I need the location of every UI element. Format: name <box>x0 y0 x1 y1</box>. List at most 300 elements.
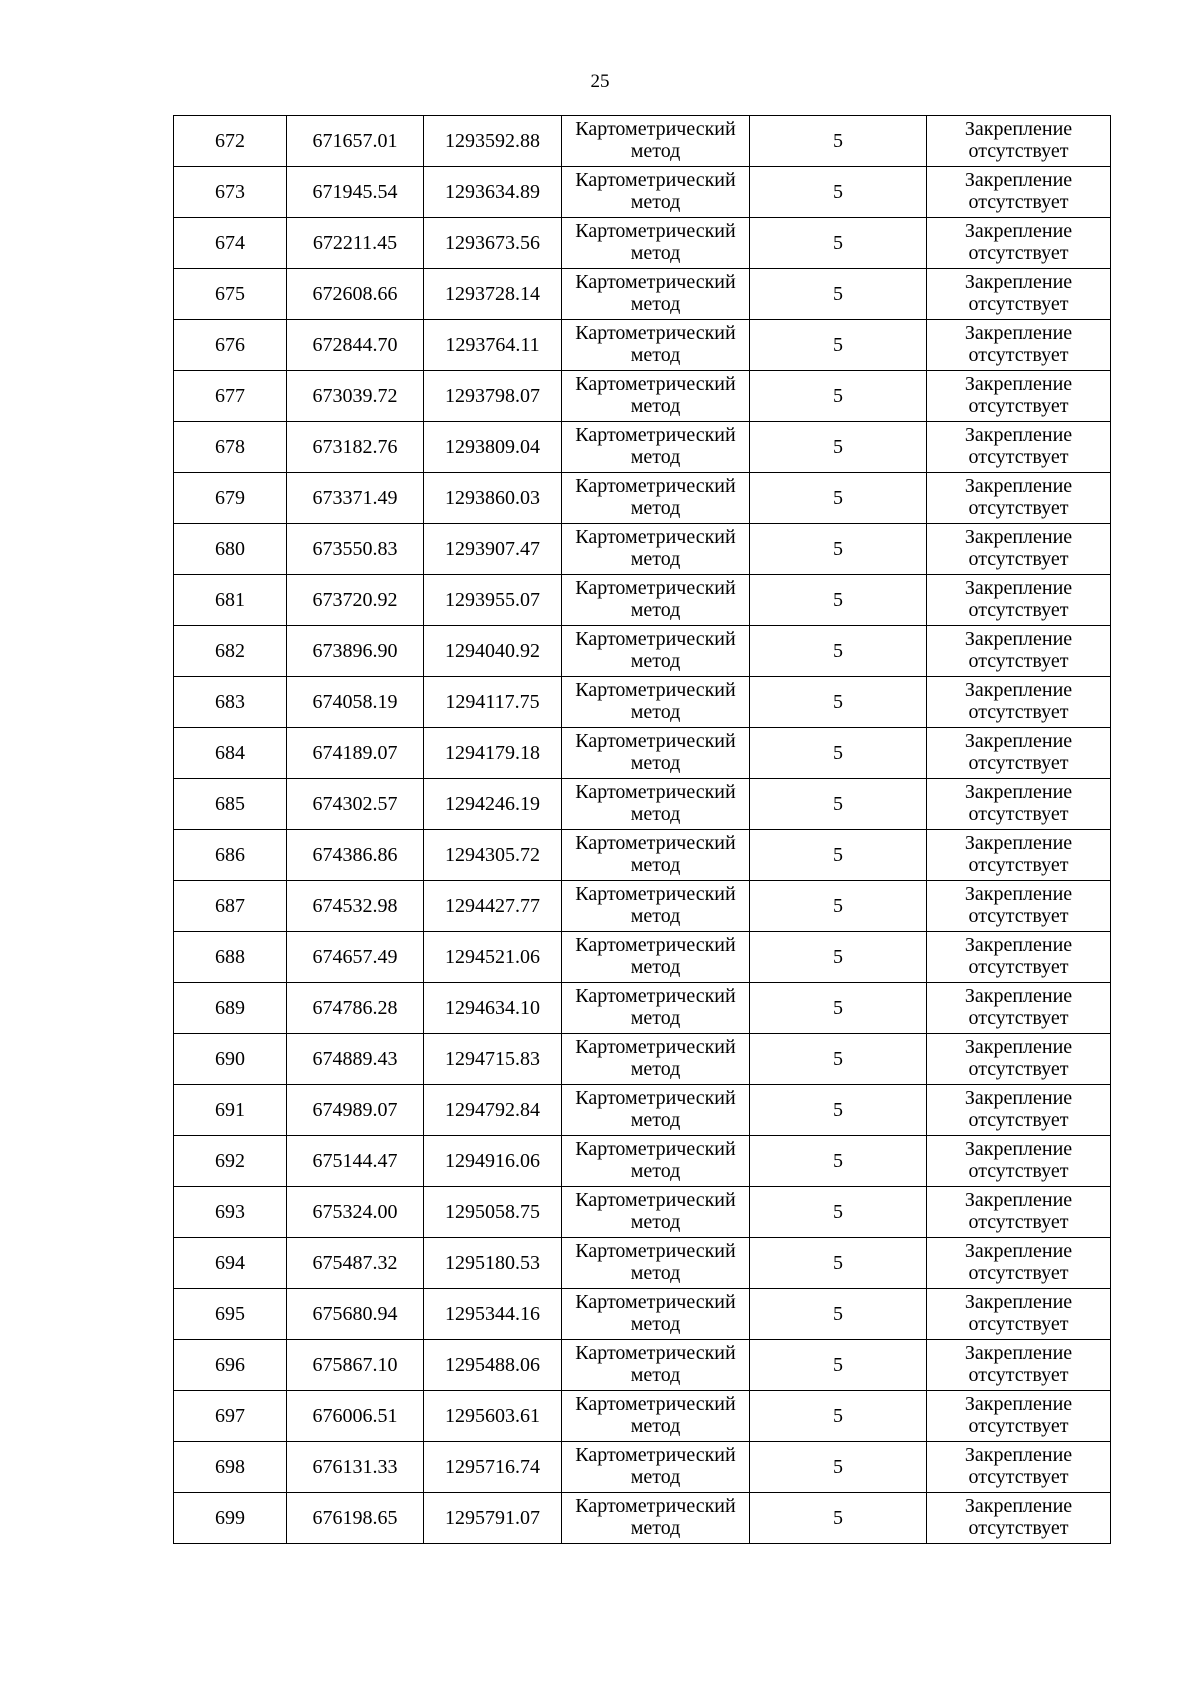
y-coordinate-cell: 1293798.07 <box>424 371 562 422</box>
fixing-line-2: отсутствует <box>968 701 1069 723</box>
y-coordinate-cell: 1294179.18 <box>424 728 562 779</box>
table-row <box>174 1493 1111 1544</box>
y-coordinate-cell: 1294521.06 <box>424 932 562 983</box>
accuracy-cell: 5 <box>750 1340 927 1391</box>
fixing-cell <box>927 1391 1111 1442</box>
accuracy-cell: 5 <box>750 473 927 524</box>
x-coordinate-cell: 671657.01 <box>287 116 424 167</box>
table-row <box>174 677 1111 728</box>
method-line-1: Картометрический <box>575 526 736 548</box>
method-cell <box>562 1034 750 1085</box>
x-coordinate-cell: 673371.49 <box>287 473 424 524</box>
fixing-cell <box>927 983 1111 1034</box>
x-coordinate-cell: 673182.76 <box>287 422 424 473</box>
y-coordinate-cell: 1293907.47 <box>424 524 562 575</box>
fixing-line-2: отсутствует <box>968 344 1069 366</box>
fixing-cell <box>927 830 1111 881</box>
table-row <box>174 116 1111 167</box>
method-line-1: Картометрический <box>575 271 736 293</box>
point-number-cell: 679 <box>174 473 287 524</box>
method-line-1: Картометрический <box>575 220 736 242</box>
method-line-2: метод <box>630 344 681 366</box>
fixing-line-2: отсутствует <box>968 1007 1069 1029</box>
method-line-2: метод <box>630 1160 681 1182</box>
point-number-cell: 698 <box>174 1442 287 1493</box>
method-line-2: метод <box>630 803 681 825</box>
table-row <box>174 422 1111 473</box>
method-cell <box>562 677 750 728</box>
x-coordinate-cell: 674786.28 <box>287 983 424 1034</box>
x-coordinate-cell: 676006.51 <box>287 1391 424 1442</box>
fixing-line-2: отсутствует <box>968 854 1069 876</box>
fixing-line-1: Закрепление <box>964 730 1073 752</box>
fixing-line-1: Закрепление <box>964 628 1073 650</box>
point-number-cell: 696 <box>174 1340 287 1391</box>
accuracy-cell: 5 <box>750 677 927 728</box>
x-coordinate-cell: 674532.98 <box>287 881 424 932</box>
method-line-1: Картометрический <box>575 730 736 752</box>
table-row <box>174 1136 1111 1187</box>
point-number-cell: 674 <box>174 218 287 269</box>
accuracy-cell: 5 <box>750 1493 927 1544</box>
y-coordinate-cell: 1295180.53 <box>424 1238 562 1289</box>
point-number-cell: 684 <box>174 728 287 779</box>
table-row <box>174 1442 1111 1493</box>
page-number: 25 <box>590 71 610 92</box>
method-cell <box>562 269 750 320</box>
y-coordinate-cell: 1295603.61 <box>424 1391 562 1442</box>
method-line-2: метод <box>630 701 681 723</box>
method-cell <box>562 116 750 167</box>
y-coordinate-cell: 1294305.72 <box>424 830 562 881</box>
method-line-2: метод <box>630 446 681 468</box>
method-line-1: Картометрический <box>575 628 736 650</box>
table-row <box>174 167 1111 218</box>
method-cell <box>562 524 750 575</box>
fixing-line-2: отсутствует <box>968 803 1069 825</box>
x-coordinate-cell: 673550.83 <box>287 524 424 575</box>
table-row <box>174 881 1111 932</box>
method-line-2: метод <box>630 1415 681 1437</box>
x-coordinate-cell: 675144.47 <box>287 1136 424 1187</box>
x-coordinate-cell: 673720.92 <box>287 575 424 626</box>
accuracy-cell: 5 <box>750 830 927 881</box>
fixing-line-1: Закрепление <box>964 1495 1073 1517</box>
fixing-cell <box>927 1442 1111 1493</box>
fixing-line-2: отсутствует <box>968 1517 1069 1539</box>
coordinates-table-body <box>174 116 1111 1544</box>
fixing-line-2: отсутствует <box>968 752 1069 774</box>
fixing-line-1: Закрепление <box>964 883 1073 905</box>
point-number-cell: 689 <box>174 983 287 1034</box>
accuracy-cell: 5 <box>750 320 927 371</box>
method-line-2: метод <box>630 905 681 927</box>
x-coordinate-cell: 675487.32 <box>287 1238 424 1289</box>
x-coordinate-cell: 674657.49 <box>287 932 424 983</box>
fixing-line-1: Закрепление <box>964 271 1073 293</box>
method-cell <box>562 983 750 1034</box>
table-row <box>174 575 1111 626</box>
method-cell <box>562 779 750 830</box>
accuracy-cell: 5 <box>750 218 927 269</box>
y-coordinate-cell: 1295791.07 <box>424 1493 562 1544</box>
fixing-line-2: отсутствует <box>968 1466 1069 1488</box>
method-line-1: Картометрический <box>575 169 736 191</box>
x-coordinate-cell: 671945.54 <box>287 167 424 218</box>
y-coordinate-cell: 1295344.16 <box>424 1289 562 1340</box>
x-coordinate-cell: 672608.66 <box>287 269 424 320</box>
method-line-2: метод <box>630 1517 681 1539</box>
fixing-cell <box>927 881 1111 932</box>
y-coordinate-cell: 1293634.89 <box>424 167 562 218</box>
point-number-cell: 691 <box>174 1085 287 1136</box>
table-row <box>174 1340 1111 1391</box>
accuracy-cell: 5 <box>750 1289 927 1340</box>
method-line-1: Картометрический <box>575 118 736 140</box>
accuracy-cell: 5 <box>750 575 927 626</box>
point-number-cell: 688 <box>174 932 287 983</box>
method-cell <box>562 932 750 983</box>
accuracy-cell: 5 <box>750 1391 927 1442</box>
fixing-line-2: отсутствует <box>968 446 1069 468</box>
fixing-line-2: отсутствует <box>968 650 1069 672</box>
table-row <box>174 983 1111 1034</box>
method-line-2: метод <box>630 1466 681 1488</box>
table-row <box>174 1238 1111 1289</box>
table-row <box>174 524 1111 575</box>
table-row <box>174 269 1111 320</box>
accuracy-cell: 5 <box>750 932 927 983</box>
table-row <box>174 218 1111 269</box>
fixing-cell <box>927 575 1111 626</box>
fixing-line-1: Закрепление <box>964 1240 1073 1262</box>
fixing-cell <box>927 218 1111 269</box>
y-coordinate-cell: 1294792.84 <box>424 1085 562 1136</box>
fixing-line-2: отсутствует <box>968 497 1069 519</box>
fixing-cell <box>927 1289 1111 1340</box>
point-number-cell: 697 <box>174 1391 287 1442</box>
accuracy-cell: 5 <box>750 728 927 779</box>
accuracy-cell: 5 <box>750 1238 927 1289</box>
method-line-2: метод <box>630 599 681 621</box>
x-coordinate-cell: 676131.33 <box>287 1442 424 1493</box>
x-coordinate-cell: 673896.90 <box>287 626 424 677</box>
accuracy-cell: 5 <box>750 779 927 830</box>
fixing-cell <box>927 1340 1111 1391</box>
method-line-2: метод <box>630 854 681 876</box>
fixing-line-1: Закрепление <box>964 1036 1073 1058</box>
method-cell <box>562 473 750 524</box>
y-coordinate-cell: 1294427.77 <box>424 881 562 932</box>
method-line-2: метод <box>630 242 681 264</box>
method-line-1: Картометрический <box>575 679 736 701</box>
point-number-cell: 673 <box>174 167 287 218</box>
method-line-2: метод <box>630 293 681 315</box>
accuracy-cell: 5 <box>750 626 927 677</box>
fixing-cell <box>927 932 1111 983</box>
x-coordinate-cell: 674058.19 <box>287 677 424 728</box>
method-cell <box>562 1493 750 1544</box>
y-coordinate-cell: 1294040.92 <box>424 626 562 677</box>
method-line-2: метод <box>630 395 681 417</box>
method-cell <box>562 626 750 677</box>
fixing-line-1: Закрепление <box>964 373 1073 395</box>
method-line-2: метод <box>630 140 681 162</box>
method-line-2: метод <box>630 650 681 672</box>
method-cell <box>562 1187 750 1238</box>
method-line-2: метод <box>630 497 681 519</box>
y-coordinate-cell: 1294634.10 <box>424 983 562 1034</box>
fixing-cell <box>927 524 1111 575</box>
x-coordinate-cell: 674386.86 <box>287 830 424 881</box>
point-number-cell: 675 <box>174 269 287 320</box>
fixing-cell <box>927 1034 1111 1085</box>
fixing-line-2: отсутствует <box>968 956 1069 978</box>
table-row <box>174 1187 1111 1238</box>
method-line-1: Картометрический <box>575 934 736 956</box>
fixing-line-2: отсутствует <box>968 1211 1069 1233</box>
accuracy-cell: 5 <box>750 269 927 320</box>
fixing-line-2: отсутствует <box>968 905 1069 927</box>
point-number-cell: 694 <box>174 1238 287 1289</box>
fixing-line-2: отсутствует <box>968 1415 1069 1437</box>
point-number-cell: 672 <box>174 116 287 167</box>
fixing-line-1: Закрепление <box>964 475 1073 497</box>
fixing-line-2: отсутствует <box>968 1058 1069 1080</box>
method-cell <box>562 1340 750 1391</box>
method-line-1: Картометрический <box>575 1138 736 1160</box>
point-number-cell: 695 <box>174 1289 287 1340</box>
fixing-line-2: отсутствует <box>968 293 1069 315</box>
point-number-cell: 686 <box>174 830 287 881</box>
fixing-cell <box>927 1136 1111 1187</box>
method-line-1: Картометрический <box>575 1189 736 1211</box>
y-coordinate-cell: 1295058.75 <box>424 1187 562 1238</box>
fixing-line-2: отсутствует <box>968 395 1069 417</box>
fixing-line-1: Закрепление <box>964 1444 1073 1466</box>
method-line-2: метод <box>630 548 681 570</box>
fixing-line-2: отсутствует <box>968 140 1069 162</box>
fixing-line-2: отсутствует <box>968 1160 1069 1182</box>
fixing-line-1: Закрепление <box>964 169 1073 191</box>
fixing-line-1: Закрепление <box>964 985 1073 1007</box>
fixing-line-2: отсутствует <box>968 1262 1069 1284</box>
fixing-line-1: Закрепление <box>964 322 1073 344</box>
method-line-1: Картометрический <box>575 424 736 446</box>
method-line-1: Картометрический <box>575 781 736 803</box>
coordinates-table <box>173 115 1111 1544</box>
point-number-cell: 682 <box>174 626 287 677</box>
method-line-1: Картометрический <box>575 322 736 344</box>
fixing-line-2: отсутствует <box>968 1109 1069 1131</box>
accuracy-cell: 5 <box>750 1187 927 1238</box>
method-line-2: метод <box>630 1364 681 1386</box>
method-cell <box>562 167 750 218</box>
point-number-cell: 693 <box>174 1187 287 1238</box>
method-cell <box>562 575 750 626</box>
method-line-1: Картометрический <box>575 832 736 854</box>
method-line-2: метод <box>630 752 681 774</box>
fixing-cell <box>927 320 1111 371</box>
accuracy-cell: 5 <box>750 1442 927 1493</box>
x-coordinate-cell: 675680.94 <box>287 1289 424 1340</box>
method-line-1: Картометрический <box>575 577 736 599</box>
fixing-cell <box>927 779 1111 830</box>
x-coordinate-cell: 673039.72 <box>287 371 424 422</box>
fixing-line-1: Закрепление <box>964 424 1073 446</box>
fixing-line-1: Закрепление <box>964 118 1073 140</box>
fixing-line-1: Закрепление <box>964 1291 1073 1313</box>
fixing-cell <box>927 1085 1111 1136</box>
method-cell <box>562 1442 750 1493</box>
fixing-cell <box>927 167 1111 218</box>
point-number-cell: 683 <box>174 677 287 728</box>
method-line-2: метод <box>630 1058 681 1080</box>
table-row <box>174 1034 1111 1085</box>
table-row <box>174 830 1111 881</box>
x-coordinate-cell: 675324.00 <box>287 1187 424 1238</box>
accuracy-cell: 5 <box>750 983 927 1034</box>
table-row <box>174 371 1111 422</box>
fixing-cell <box>927 422 1111 473</box>
method-line-1: Картометрический <box>575 475 736 497</box>
method-cell <box>562 728 750 779</box>
method-cell <box>562 422 750 473</box>
fixing-line-2: отсутствует <box>968 599 1069 621</box>
x-coordinate-cell: 674989.07 <box>287 1085 424 1136</box>
fixing-line-2: отсутствует <box>968 1313 1069 1335</box>
x-coordinate-cell: 675867.10 <box>287 1340 424 1391</box>
fixing-line-1: Закрепление <box>964 577 1073 599</box>
y-coordinate-cell: 1293809.04 <box>424 422 562 473</box>
table-row <box>174 626 1111 677</box>
fixing-cell <box>927 1238 1111 1289</box>
fixing-line-1: Закрепление <box>964 526 1073 548</box>
method-line-1: Картометрический <box>575 1036 736 1058</box>
fixing-cell <box>927 677 1111 728</box>
method-cell <box>562 881 750 932</box>
method-cell <box>562 1391 750 1442</box>
table-row <box>174 320 1111 371</box>
method-line-2: метод <box>630 1262 681 1284</box>
method-line-1: Картометрический <box>575 883 736 905</box>
fixing-line-1: Закрепление <box>964 781 1073 803</box>
fixing-line-1: Закрепление <box>964 934 1073 956</box>
method-line-1: Картометрический <box>575 1342 736 1364</box>
method-line-2: метод <box>630 956 681 978</box>
accuracy-cell: 5 <box>750 422 927 473</box>
y-coordinate-cell: 1293860.03 <box>424 473 562 524</box>
method-line-2: метод <box>630 1007 681 1029</box>
method-cell <box>562 218 750 269</box>
fixing-line-2: отсутствует <box>968 191 1069 213</box>
fixing-cell <box>927 473 1111 524</box>
y-coordinate-cell: 1294246.19 <box>424 779 562 830</box>
table-row <box>174 473 1111 524</box>
accuracy-cell: 5 <box>750 371 927 422</box>
x-coordinate-cell: 674189.07 <box>287 728 424 779</box>
point-number-cell: 699 <box>174 1493 287 1544</box>
y-coordinate-cell: 1293955.07 <box>424 575 562 626</box>
method-line-1: Картометрический <box>575 1444 736 1466</box>
method-line-2: метод <box>630 1313 681 1335</box>
method-line-1: Картометрический <box>575 373 736 395</box>
accuracy-cell: 5 <box>750 1034 927 1085</box>
table-row <box>174 728 1111 779</box>
accuracy-cell: 5 <box>750 1085 927 1136</box>
y-coordinate-cell: 1293673.56 <box>424 218 562 269</box>
fixing-line-1: Закрепление <box>964 832 1073 854</box>
method-cell <box>562 1238 750 1289</box>
fixing-line-1: Закрепление <box>964 1342 1073 1364</box>
fixing-cell <box>927 269 1111 320</box>
y-coordinate-cell: 1294916.06 <box>424 1136 562 1187</box>
accuracy-cell: 5 <box>750 116 927 167</box>
fixing-cell <box>927 116 1111 167</box>
y-coordinate-cell: 1293764.11 <box>424 320 562 371</box>
fixing-line-1: Закрепление <box>964 1393 1073 1415</box>
fixing-cell <box>927 371 1111 422</box>
accuracy-cell: 5 <box>750 1136 927 1187</box>
x-coordinate-cell: 672844.70 <box>287 320 424 371</box>
method-line-1: Картометрический <box>575 1393 736 1415</box>
y-coordinate-cell: 1293592.88 <box>424 116 562 167</box>
y-coordinate-cell: 1294715.83 <box>424 1034 562 1085</box>
table-row <box>174 779 1111 830</box>
method-line-1: Картометрический <box>575 1291 736 1313</box>
point-number-cell: 681 <box>174 575 287 626</box>
accuracy-cell: 5 <box>750 524 927 575</box>
method-cell <box>562 320 750 371</box>
method-line-1: Картометрический <box>575 1240 736 1262</box>
fixing-line-1: Закрепление <box>964 1189 1073 1211</box>
accuracy-cell: 5 <box>750 881 927 932</box>
method-cell <box>562 1136 750 1187</box>
accuracy-cell: 5 <box>750 167 927 218</box>
point-number-cell: 676 <box>174 320 287 371</box>
fixing-cell <box>927 1493 1111 1544</box>
fixing-line-2: отсутствует <box>968 242 1069 264</box>
fixing-line-2: отсутствует <box>968 1364 1069 1386</box>
point-number-cell: 680 <box>174 524 287 575</box>
y-coordinate-cell: 1295488.06 <box>424 1340 562 1391</box>
method-line-2: метод <box>630 191 681 213</box>
fixing-cell <box>927 728 1111 779</box>
fixing-line-1: Закрепление <box>964 1138 1073 1160</box>
method-cell <box>562 1085 750 1136</box>
point-number-cell: 687 <box>174 881 287 932</box>
point-number-cell: 692 <box>174 1136 287 1187</box>
method-line-1: Картометрический <box>575 985 736 1007</box>
y-coordinate-cell: 1293728.14 <box>424 269 562 320</box>
method-line-1: Картометрический <box>575 1495 736 1517</box>
fixing-line-1: Закрепление <box>964 1087 1073 1109</box>
table-row <box>174 932 1111 983</box>
fixing-cell <box>927 626 1111 677</box>
point-number-cell: 690 <box>174 1034 287 1085</box>
fixing-line-1: Закрепление <box>964 220 1073 242</box>
point-number-cell: 677 <box>174 371 287 422</box>
y-coordinate-cell: 1295716.74 <box>424 1442 562 1493</box>
method-line-2: метод <box>630 1109 681 1131</box>
method-cell <box>562 371 750 422</box>
fixing-cell <box>927 1187 1111 1238</box>
x-coordinate-cell: 674889.43 <box>287 1034 424 1085</box>
method-cell <box>562 1289 750 1340</box>
table-row <box>174 1289 1111 1340</box>
method-line-2: метод <box>630 1211 681 1233</box>
x-coordinate-cell: 672211.45 <box>287 218 424 269</box>
